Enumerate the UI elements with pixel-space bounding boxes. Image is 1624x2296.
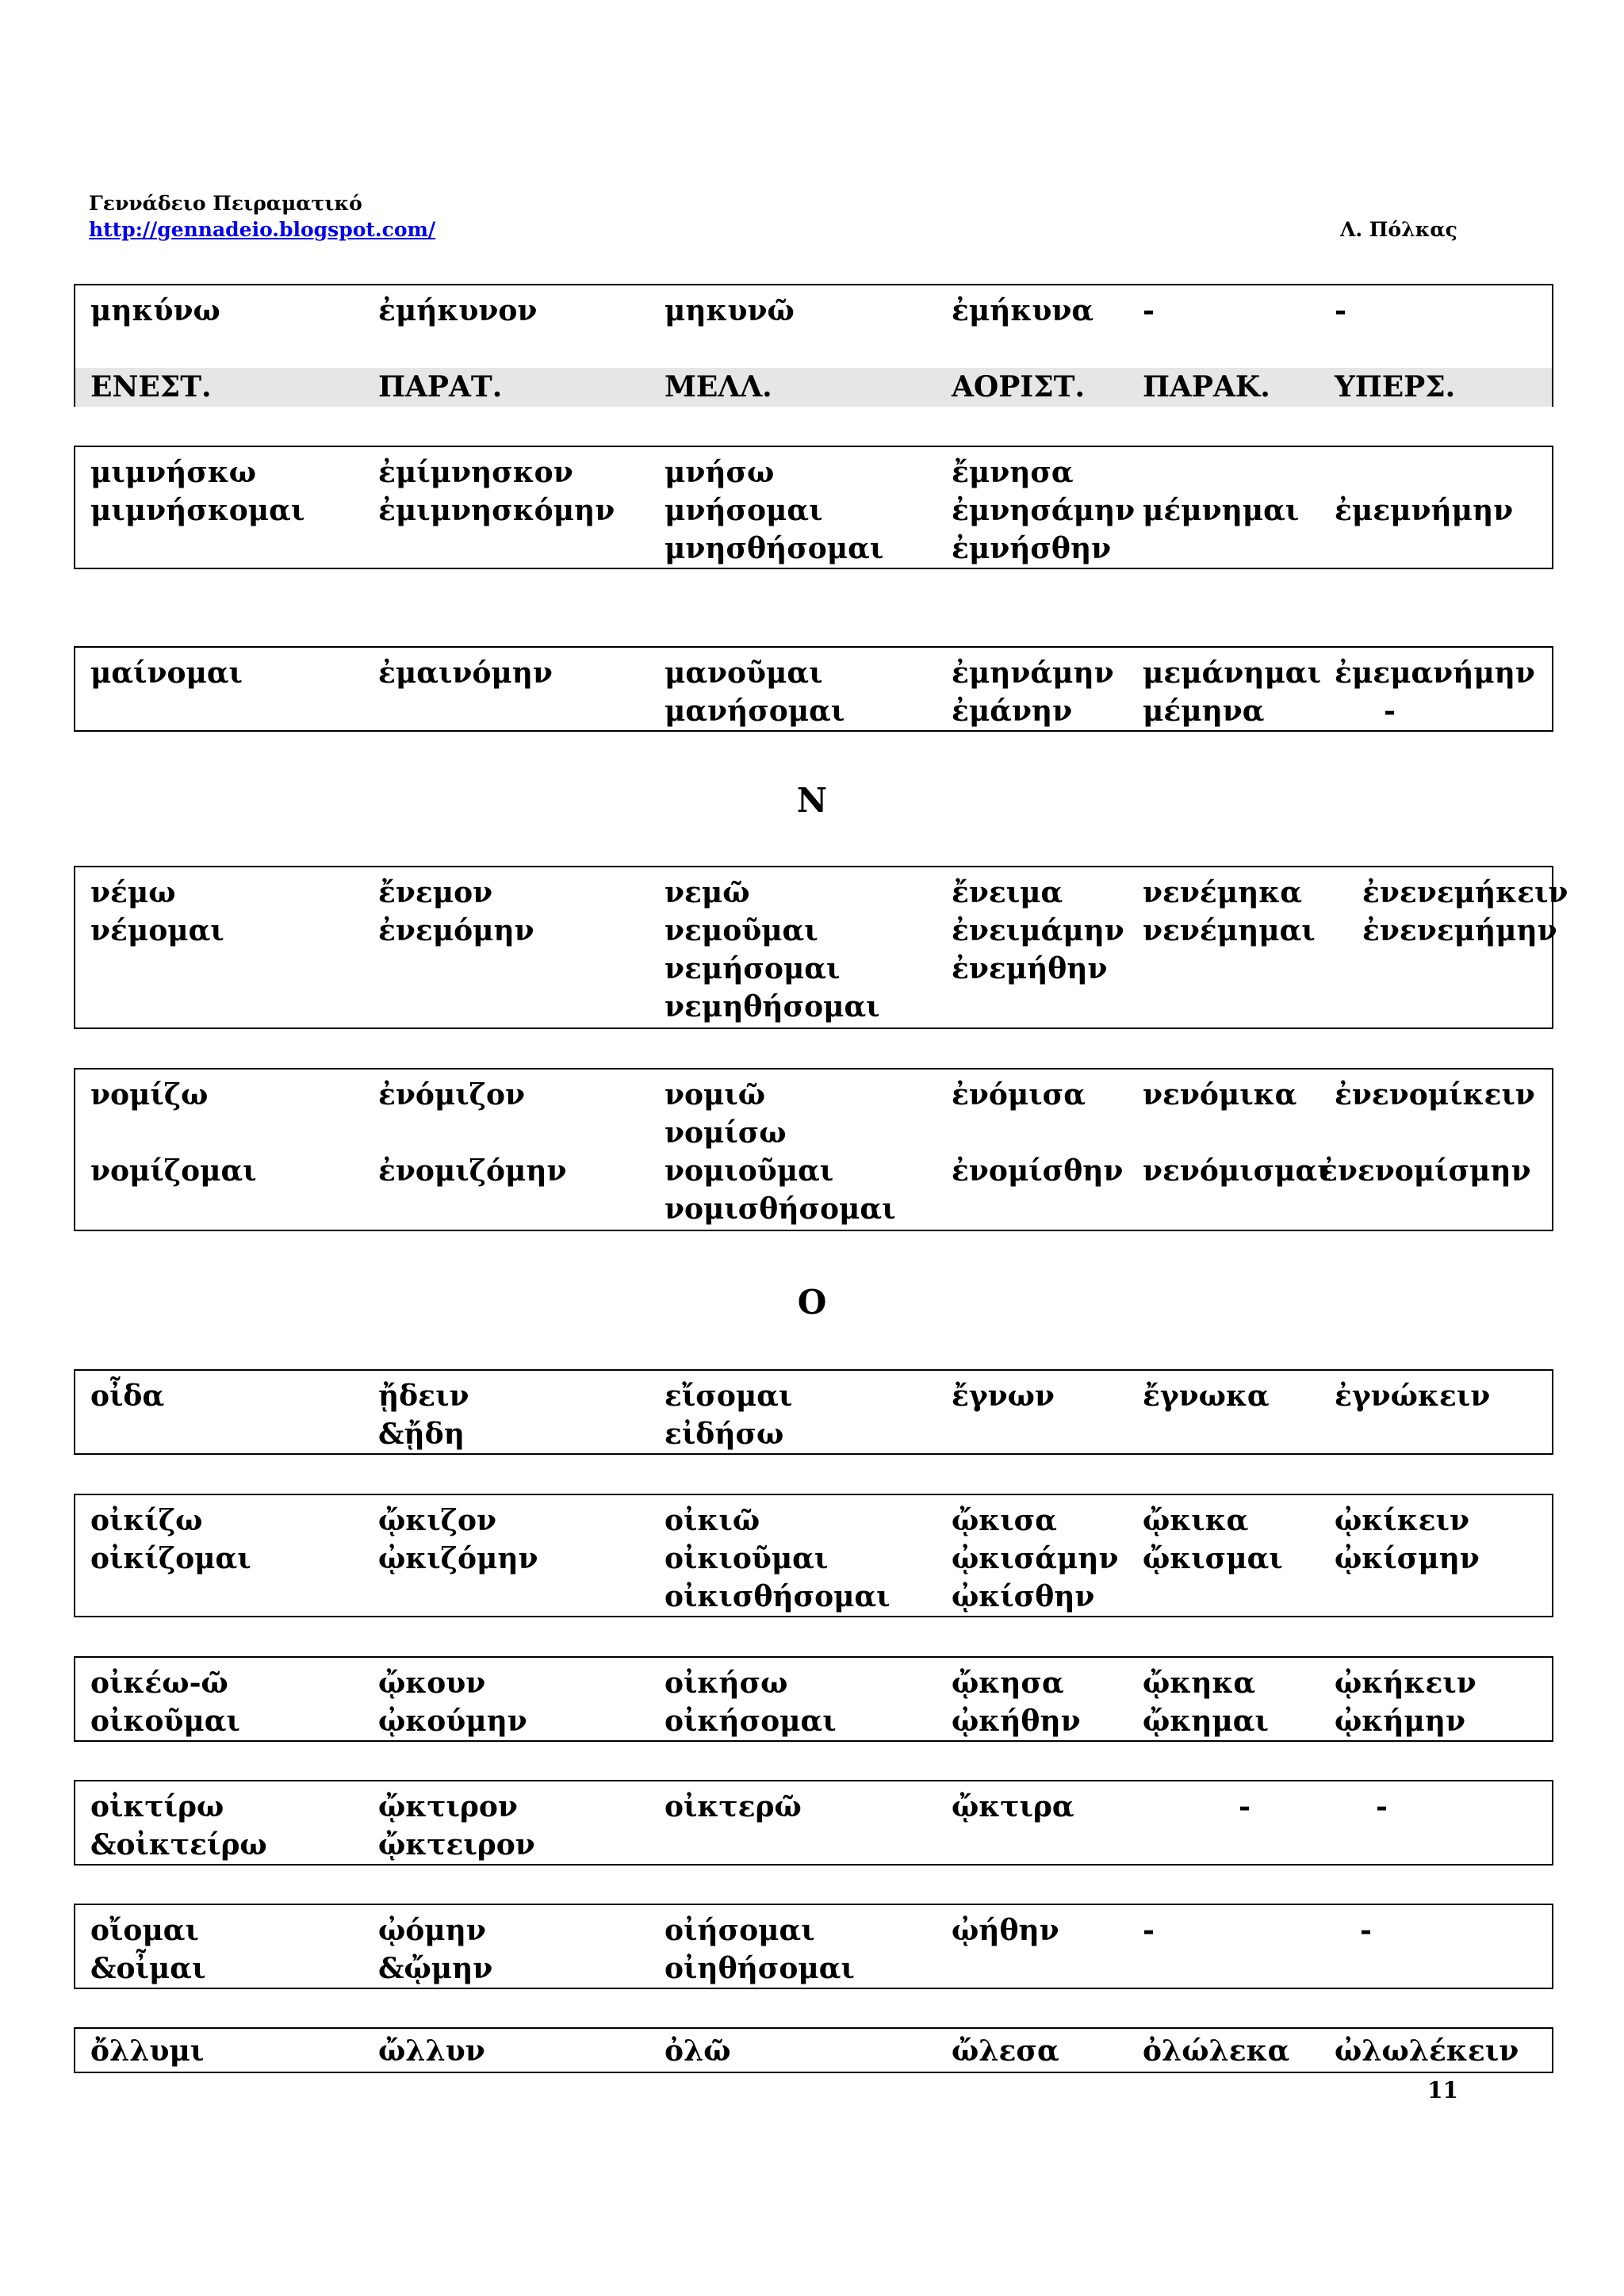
verb-form-cell: ΥΠΕΡΣ.	[1335, 370, 1456, 404]
verb-form-cell: ᾤκισα	[952, 1504, 1057, 1537]
verb-form-cell: μνήσομαι	[665, 494, 823, 527]
verb-form-cell: ᾔδειν	[378, 1380, 469, 1413]
section-letter-n: Ν	[796, 781, 828, 820]
verb-form-cell: -	[1335, 294, 1346, 327]
verb-form-cell: μνησθήσομαι	[665, 532, 884, 565]
verb-form-cell: ἐνεμήθην	[952, 952, 1108, 985]
verb-form-cell: ἐμήκυνα	[952, 294, 1094, 327]
verb-form-cell: -	[1143, 294, 1155, 327]
verb-form-cell: ἔμνησα	[952, 456, 1074, 489]
verb-form-cell: ᾠκήθην	[952, 1705, 1081, 1738]
verb-form-cell: ἐμηνάμην	[952, 656, 1114, 690]
verb-form-cell: εἴσομαι	[665, 1380, 793, 1413]
verb-form-cell: ᾤκησα	[952, 1667, 1064, 1700]
tense-header-row	[75, 368, 1552, 407]
verb-form-cell: ᾠκήμην	[1335, 1705, 1465, 1738]
verb-form-cell: μέμηνα	[1143, 695, 1265, 728]
verb-form-cell: οἰκισθήσομαι	[665, 1580, 891, 1613]
table-row	[75, 1578, 1552, 1617]
verb-form-cell: μεμάνημαι	[1143, 656, 1321, 690]
verb-form-cell: ᾤκημαι	[1143, 1705, 1269, 1738]
verb-form-cell: ᾠκιζόμην	[378, 1542, 538, 1575]
verb-form-cell: ΕΝΕΣΤ.	[90, 370, 212, 404]
table-row	[75, 2032, 1552, 2071]
table-row	[75, 1826, 1552, 1865]
verb-form-cell: ΠΑΡΑΤ.	[378, 370, 503, 404]
table-row	[75, 330, 1552, 369]
verb-form-cell: ᾤκτιρον	[378, 1790, 518, 1823]
verb-form-cell: ᾠκίσμην	[1335, 1542, 1480, 1575]
verb-form-cell: νενόμικα	[1143, 1078, 1297, 1112]
table-row	[75, 654, 1552, 693]
table-row	[75, 1911, 1552, 1950]
verb-form-cell: οἰκίζω	[90, 1504, 203, 1537]
verb-form-cell: ἐμήκυνον	[378, 294, 538, 327]
verb-form-cell: νομίζω	[90, 1078, 209, 1112]
verb-form-cell: ᾠκήκειν	[1335, 1667, 1477, 1700]
table-row	[75, 492, 1552, 530]
verb-form-cell: μηκύνω	[90, 294, 220, 327]
table-row	[75, 1114, 1552, 1153]
verb-form-cell: μνήσω	[665, 456, 775, 489]
verb-form-cell: νεμοῦμαι	[665, 914, 818, 947]
verb-form-cell: ἐμνήσθην	[952, 532, 1112, 565]
verb-table	[74, 1369, 1553, 1455]
verb-form-cell: εἰδήσω	[665, 1418, 784, 1451]
verb-form-cell: ΠΑΡΑΚ.	[1143, 370, 1270, 404]
verb-form-cell: ᾠόμην	[378, 1914, 486, 1947]
verb-form-cell: ἐμνησάμην	[952, 494, 1136, 527]
verb-form-cell: νέμω	[90, 876, 176, 909]
verb-form-cell: μαίνομαι	[90, 656, 243, 690]
verb-table	[74, 1494, 1553, 1617]
verb-table	[74, 284, 1553, 407]
table-row	[75, 530, 1552, 568]
table-row	[75, 1377, 1552, 1416]
school-name: Γεννάδειο Πειραματικό	[89, 192, 362, 215]
verb-form-cell: μηκυνῶ	[665, 294, 795, 327]
table-row	[75, 1950, 1552, 1988]
verb-form-cell: οἰκιοῦμαι	[665, 1542, 829, 1575]
table-row	[75, 1664, 1552, 1703]
verb-form-cell: ἐγνώκειν	[1335, 1380, 1491, 1413]
verb-table	[74, 1780, 1553, 1866]
verb-form-cell: νομίσω	[665, 1116, 787, 1150]
verb-form-cell: οἰκιῶ	[665, 1504, 760, 1537]
verb-form-cell: νεμηθήσομαι	[665, 990, 880, 1024]
verb-form-cell: -	[1360, 1914, 1372, 1947]
verb-form-cell: ἐνενεμήμην	[1362, 914, 1557, 947]
verb-form-cell: οἶδα	[90, 1380, 165, 1413]
verb-form-cell: οἰκίζομαι	[90, 1542, 251, 1575]
verb-form-cell: ᾤκιζον	[378, 1504, 496, 1537]
verb-form-cell: ἐμεμνήμην	[1335, 494, 1514, 527]
verb-form-cell: ἐμιμνησκόμην	[378, 494, 615, 527]
verb-form-cell: ᾠκούμην	[378, 1705, 527, 1738]
verb-form-cell: ἐνόμισα	[952, 1078, 1086, 1112]
verb-form-cell: ἐμαινόμην	[378, 656, 553, 690]
table-row	[75, 1502, 1552, 1540]
table-row	[75, 912, 1557, 951]
verb-form-cell: ἐνειμάμην	[952, 914, 1124, 947]
verb-table	[74, 446, 1553, 569]
verb-form-cell: οἰκτερῶ	[665, 1790, 802, 1823]
verb-form-cell: ἐνόμιζον	[378, 1078, 525, 1112]
verb-form-cell: οἰκοῦμαι	[90, 1705, 240, 1738]
verb-form-cell: ἐνενομίκειν	[1335, 1078, 1535, 1112]
verb-form-cell: -	[1239, 1790, 1251, 1823]
verb-form-cell: οἰήσομαι	[665, 1914, 815, 1947]
verb-form-cell: -	[1143, 1914, 1155, 1947]
section-letter-o: Ο	[797, 1283, 827, 1322]
verb-form-cell: &οἰκτείρω	[90, 1828, 267, 1862]
verb-form-cell: οἰκήσω	[665, 1667, 788, 1700]
verb-form-cell: νεμῶ	[665, 876, 750, 909]
table-row	[75, 1076, 1552, 1115]
page-number: 11	[1427, 2077, 1458, 2103]
verb-form-cell: ᾠκίσθην	[952, 1580, 1095, 1613]
verb-form-cell: ὀλῶ	[665, 2034, 731, 2068]
verb-form-cell: ἐνενομίσμην	[1320, 1154, 1531, 1188]
verb-form-cell: ᾠκίκειν	[1335, 1504, 1469, 1537]
blog-link[interactable]: http://gennadeio.blogspot.com/	[89, 218, 436, 241]
verb-form-cell: νενόμισμαι	[1143, 1154, 1331, 1188]
verb-form-cell: οἴομαι	[90, 1914, 199, 1947]
verb-form-cell: μανήσομαι	[665, 695, 845, 728]
verb-form-cell: νέμομαι	[90, 914, 224, 947]
verb-form-cell: ἔνεμον	[378, 876, 493, 909]
table-row	[75, 1152, 1552, 1191]
table-row	[75, 1540, 1552, 1578]
verb-form-cell: ἐνομιζόμην	[378, 1154, 567, 1188]
verb-form-cell: νομιοῦμαι	[665, 1154, 834, 1188]
verb-form-cell: ΑΟΡΙΣΤ.	[952, 370, 1085, 404]
verb-form-cell: ἐμάνην	[952, 695, 1073, 728]
verb-form-cell: ἔγνωκα	[1143, 1380, 1270, 1413]
verb-form-cell: μανοῦμαι	[665, 656, 823, 690]
verb-form-cell: &ᾤμην	[378, 1952, 493, 1985]
verb-form-cell: νομιῶ	[665, 1078, 766, 1112]
verb-form-cell: μιμνήσκω	[90, 456, 257, 489]
verb-form-cell: ὀλώλεκα	[1143, 2034, 1290, 2068]
verb-form-cell: ὄλλυμι	[90, 2034, 205, 2068]
author-name: Λ. Πόλκας	[1340, 218, 1457, 241]
table-row	[75, 453, 1552, 492]
verb-form-cell: ἐμίμνησκον	[378, 456, 573, 489]
verb-form-cell: ἐνεμόμην	[378, 914, 534, 947]
verb-table	[74, 2027, 1553, 2073]
verb-form-cell: νομισθήσομαι	[665, 1192, 896, 1226]
table-row	[75, 1190, 1552, 1229]
verb-form-cell: ΜΕΛΛ.	[665, 370, 772, 404]
verb-table	[74, 866, 1568, 1029]
verb-form-cell: ᾤκτειρον	[378, 1828, 535, 1862]
verb-table	[74, 1656, 1553, 1742]
verb-form-cell: ᾠκισάμην	[952, 1542, 1119, 1575]
table-row	[75, 1788, 1552, 1827]
table-row	[75, 692, 1552, 731]
verb-table	[74, 1068, 1553, 1231]
table-row	[75, 1702, 1552, 1741]
verb-form-cell: ᾤκισμαι	[1143, 1542, 1283, 1575]
verb-form-cell: μιμνήσκομαι	[90, 494, 305, 527]
verb-table	[74, 646, 1553, 732]
verb-table	[74, 1904, 1553, 1989]
verb-form-cell: οἰηθήσομαι	[665, 1952, 855, 1985]
verb-form-cell: ὠλωλέκειν	[1335, 2034, 1519, 2068]
verb-form-cell: νομίζομαι	[90, 1154, 257, 1188]
verb-form-cell: ὤλλυν	[378, 2034, 485, 2068]
verb-form-cell: οἰκήσομαι	[665, 1705, 837, 1738]
verb-form-cell: ᾤκικα	[1143, 1504, 1249, 1537]
table-row	[75, 1415, 1552, 1454]
verb-form-cell: οἰκτίρω	[90, 1790, 224, 1823]
verb-form-cell: ἔνειμα	[952, 876, 1063, 909]
verb-form-cell: ἐνομίσθην	[952, 1154, 1124, 1188]
verb-form-cell: -	[1376, 1790, 1388, 1823]
table-row	[75, 988, 1552, 1027]
verb-form-cell: &ᾔδη	[378, 1418, 465, 1451]
verb-form-cell: οἰκέω-ῶ	[90, 1667, 228, 1700]
verb-form-cell: &οἶμαι	[90, 1952, 206, 1985]
verb-form-cell: νενέμημαι	[1143, 914, 1316, 947]
verb-form-cell: ἐνενεμήκειν	[1362, 876, 1568, 909]
verb-form-cell: νενέμηκα	[1143, 876, 1302, 909]
verb-form-cell: ἔγνων	[952, 1380, 1055, 1413]
table-row	[75, 292, 1552, 331]
verb-form-cell: ᾤκτιρα	[952, 1790, 1074, 1823]
table-row	[75, 950, 1552, 989]
table-row	[75, 874, 1568, 913]
verb-form-cell: ὤλεσα	[952, 2034, 1059, 2068]
verb-form-cell: ἐμεμανήμην	[1335, 656, 1535, 690]
verb-form-cell: ᾤκουν	[378, 1667, 486, 1700]
verb-form-cell: ᾤκηκα	[1143, 1667, 1256, 1700]
verb-form-cell: ᾠήθην	[952, 1914, 1059, 1947]
verb-form-cell: -	[1384, 695, 1396, 728]
verb-form-cell: νεμήσομαι	[665, 952, 841, 985]
verb-form-cell: μέμνημαι	[1143, 494, 1300, 527]
